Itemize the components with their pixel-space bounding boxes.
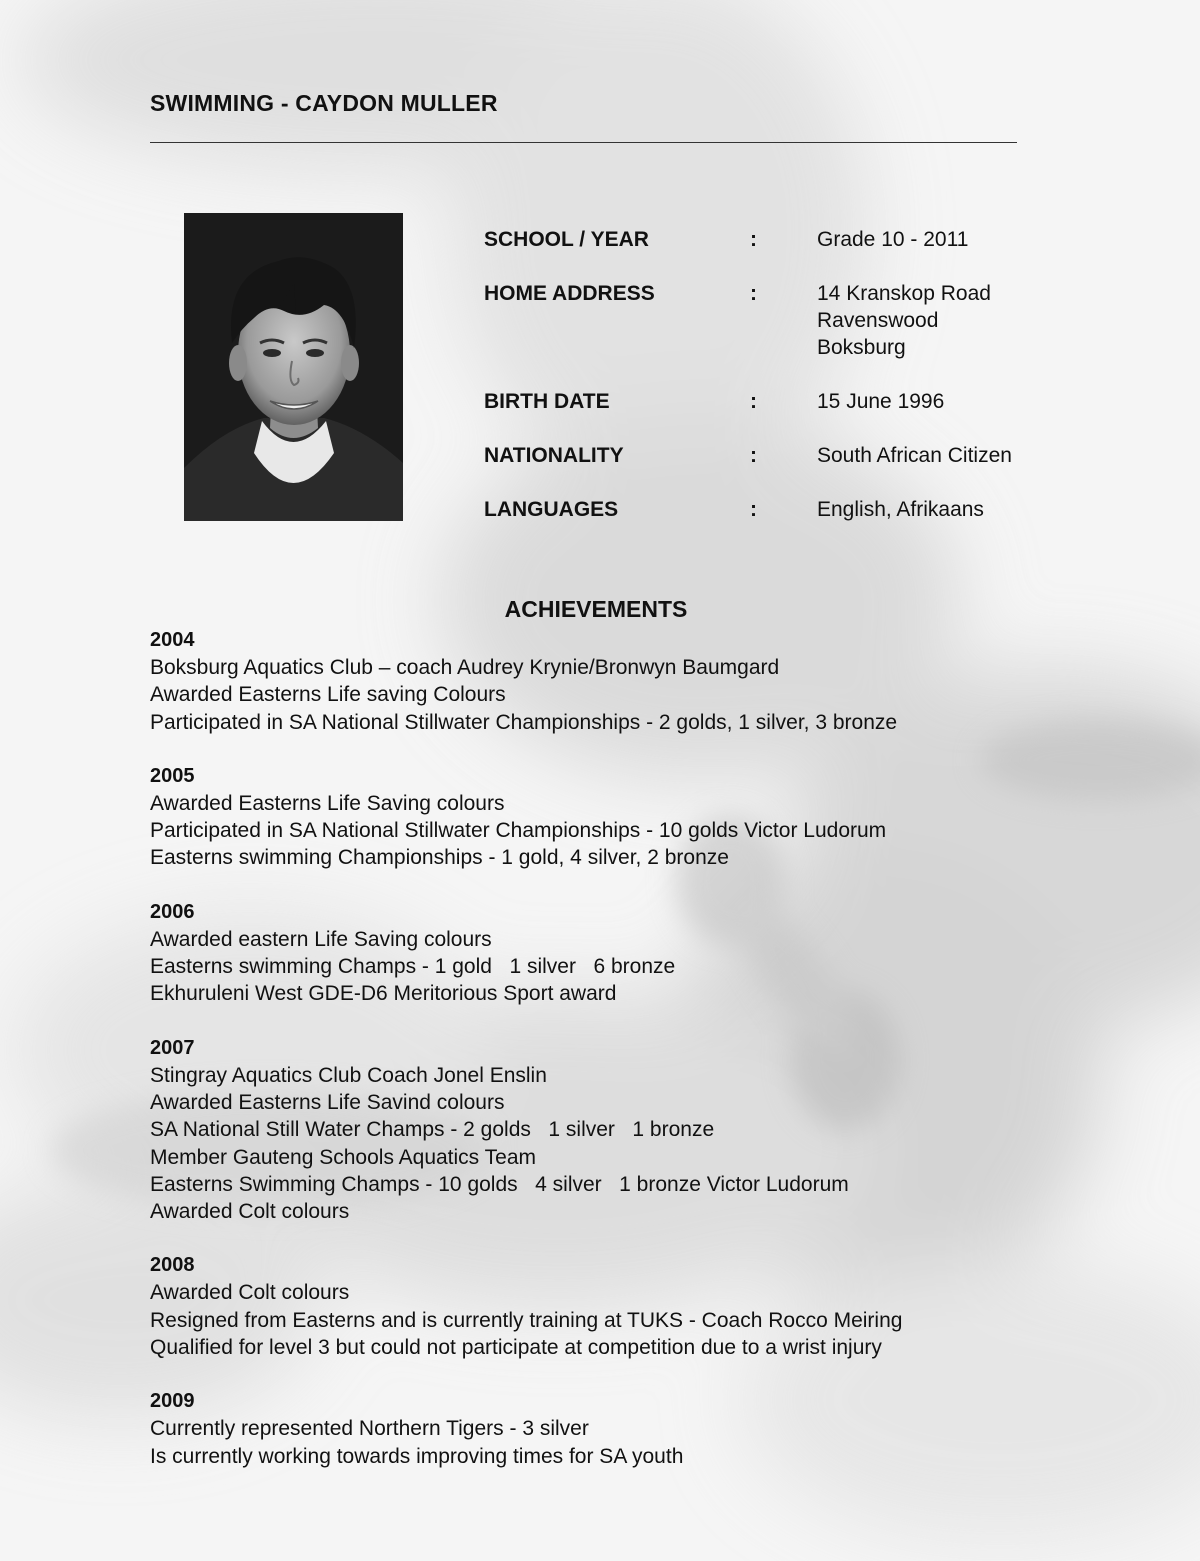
achievement-line: Awarded eastern Life Saving colours — [150, 927, 492, 951]
achievement-year: 2004 — [150, 629, 195, 651]
achievements-heading: ACHIEVEMENTS — [504, 596, 688, 622]
info-value — [817, 226, 1104, 253]
info-label: NATIONALITY — [484, 444, 624, 467]
achievement-line: SA National Still Water Champs - 2 golds 1 silver 1 bronze — [150, 1118, 715, 1142]
achievement-line: Participated in SA National Stillwater Championships - 2 golds, 1 silver, 3 bronze — [150, 710, 898, 734]
achievement-year-block — [150, 899, 1150, 1008]
achievement-line: Easterns swimming Championships - 1 gold, 4 silver, 2 bronze — [150, 846, 729, 870]
info-colon: : — [750, 390, 757, 413]
achievement-year: 2005 — [150, 764, 195, 787]
achievement-line: Boksburg Aquatics Club – coach Audrey Krynie/Bronwyn Baumgard — [150, 656, 780, 679]
info-value-line: Grade 10 - 2011 — [817, 228, 969, 251]
info-colon: : — [750, 444, 757, 467]
achievement-year: 2006 — [150, 900, 195, 923]
achievement-line: Awarded Easterns Life saving Colours — [150, 683, 506, 707]
achievements-list — [150, 627, 1150, 1497]
achievement-line: Awarded Colt colours — [150, 1200, 350, 1224]
info-value-line: 14 Kranskop Road — [817, 282, 991, 305]
achievement-line: Awarded Easterns Life Savind colours — [150, 1090, 505, 1114]
portrait-photo — [184, 213, 403, 521]
info-label: SCHOOL / YEAR — [484, 228, 649, 251]
achievement-line: Currently represented Northern Tigers - 3 silver — [150, 1417, 589, 1441]
info-value-line: 15 June 1996 — [817, 390, 945, 413]
achievement-line: Awarded Easterns Life Saving colours — [150, 791, 505, 815]
personal-info — [484, 226, 1104, 550]
achievement-line: Qualified for level 3 but could not participate at competition due to a wrist injury — [150, 1336, 882, 1360]
info-value-line: English, Afrikaans — [817, 498, 984, 521]
achievement-line: Easterns Swimming Champs - 10 golds 4 silver 1 bronze Victor Ludorum — [150, 1172, 849, 1196]
achievement-line: Easterns swimming Champs - 1 gold 1 silver 6 bronze — [150, 955, 676, 979]
achievement-line: Awarded Colt colours — [150, 1281, 350, 1305]
achievement-year-block — [150, 1035, 1150, 1226]
achievement-line: Stingray Aquatics Club Coach Jonel Enslin — [150, 1063, 547, 1087]
info-row-birth-date — [484, 388, 1104, 415]
achievement-line: Participated in SA National Stillwater Championships - 10 golds Victor Ludorum — [150, 819, 887, 843]
info-label: LANGUAGES — [484, 498, 619, 521]
achievement-line: Ekhuruleni West GDE-D6 Meritorious Sport award — [150, 982, 617, 1006]
achievement-year-block — [150, 1388, 1150, 1470]
info-colon: : — [750, 498, 757, 521]
info-value-line: South African Citizen — [817, 444, 1012, 467]
info-value — [817, 388, 1104, 415]
title-divider — [150, 142, 1017, 143]
achievement-year-block — [150, 763, 1150, 872]
achievement-year: 2008 — [150, 1254, 195, 1277]
achievement-line: Member Gauteng Schools Aquatics Team — [150, 1145, 536, 1169]
page-title: SWIMMING - CAYDON MULLER — [150, 90, 498, 116]
portrait-photo-icon — [184, 213, 403, 521]
info-colon: : — [750, 228, 757, 251]
info-row-nationality — [484, 442, 1104, 469]
info-label: BIRTH DATE — [484, 390, 610, 413]
info-row-school-year — [484, 226, 1104, 253]
info-value-line: Ravenswood — [817, 309, 939, 332]
achievement-year: 2009 — [150, 1390, 195, 1413]
achievement-year-block — [150, 1252, 1150, 1361]
info-colon: : — [750, 282, 757, 305]
achievement-year-block — [150, 627, 1150, 736]
info-label: HOME ADDRESS — [484, 282, 655, 305]
achievement-year: 2007 — [150, 1036, 195, 1059]
achievement-line: Is currently working towards improving times for SA youth — [150, 1444, 684, 1468]
info-value — [817, 442, 1104, 469]
info-value — [817, 496, 1104, 523]
info-row-home-address — [484, 280, 1104, 361]
info-value — [817, 280, 1104, 361]
info-row-languages — [484, 496, 1104, 523]
achievement-line: Resigned from Easterns and is currently training at TUKS - Coach Rocco Meiring — [150, 1308, 903, 1332]
info-value-line: Boksburg — [817, 336, 906, 359]
